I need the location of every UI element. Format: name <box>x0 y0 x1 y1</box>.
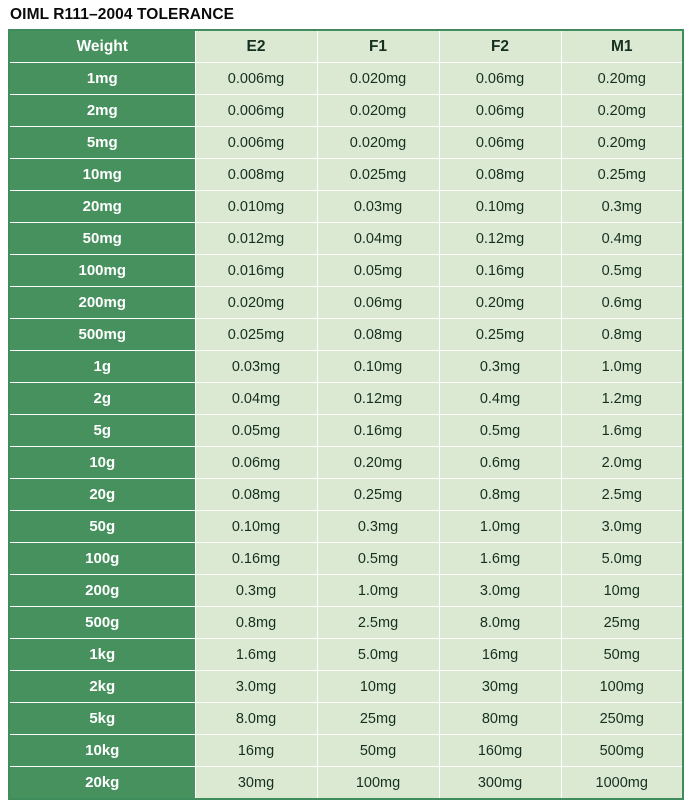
table-row <box>9 511 683 543</box>
table-row <box>9 639 683 671</box>
cell-f2: 1.6mg <box>439 543 561 575</box>
page-title: OIML R111–2004 TOLERANCE <box>10 6 235 23</box>
cell-f2: 0.12mg <box>439 223 561 255</box>
cell-f1: 0.25mg <box>317 479 439 511</box>
cell-f1: 0.20mg <box>317 447 439 479</box>
cell-m1: 0.20mg <box>561 63 683 95</box>
cell-f1: 0.020mg <box>317 95 439 127</box>
row-header-weight: 2kg <box>9 671 195 703</box>
cell-f1: 0.5mg <box>317 543 439 575</box>
row-header-weight: 20kg <box>9 767 195 800</box>
cell-f1: 0.08mg <box>317 319 439 351</box>
cell-f1: 1.0mg <box>317 575 439 607</box>
cell-f1: 0.05mg <box>317 255 439 287</box>
row-header-weight: 5g <box>9 415 195 447</box>
row-header-weight: 10kg <box>9 735 195 767</box>
table-row <box>9 255 683 287</box>
cell-e2: 0.05mg <box>195 415 317 447</box>
cell-e2: 0.006mg <box>195 127 317 159</box>
cell-f2: 1.0mg <box>439 511 561 543</box>
cell-e2: 16mg <box>195 735 317 767</box>
cell-e2: 0.020mg <box>195 287 317 319</box>
cell-m1: 250mg <box>561 703 683 735</box>
table-row <box>9 607 683 639</box>
cell-e2: 0.3mg <box>195 575 317 607</box>
row-header-weight: 50mg <box>9 223 195 255</box>
cell-m1: 0.8mg <box>561 319 683 351</box>
cell-f1: 0.16mg <box>317 415 439 447</box>
cell-m1: 1.6mg <box>561 415 683 447</box>
cell-f2: 30mg <box>439 671 561 703</box>
row-header-weight: 5mg <box>9 127 195 159</box>
cell-m1: 0.20mg <box>561 95 683 127</box>
cell-f2: 0.4mg <box>439 383 561 415</box>
cell-e2: 30mg <box>195 767 317 800</box>
cell-m1: 1.2mg <box>561 383 683 415</box>
row-header-weight: 100mg <box>9 255 195 287</box>
row-header-weight: 100g <box>9 543 195 575</box>
cell-e2: 0.006mg <box>195 63 317 95</box>
table-row <box>9 319 683 351</box>
cell-f1: 100mg <box>317 767 439 800</box>
cell-f2: 0.20mg <box>439 287 561 319</box>
cell-e2: 8.0mg <box>195 703 317 735</box>
column-header-e2: E2 <box>195 30 317 63</box>
cell-f2: 16mg <box>439 639 561 671</box>
cell-m1: 1000mg <box>561 767 683 800</box>
row-header-weight: 10g <box>9 447 195 479</box>
cell-m1: 50mg <box>561 639 683 671</box>
row-header-weight: 200mg <box>9 287 195 319</box>
cell-f1: 0.020mg <box>317 63 439 95</box>
cell-f2: 0.06mg <box>439 127 561 159</box>
cell-m1: 0.6mg <box>561 287 683 319</box>
cell-f1: 0.04mg <box>317 223 439 255</box>
cell-m1: 25mg <box>561 607 683 639</box>
table-row <box>9 95 683 127</box>
row-header-weight: 1g <box>9 351 195 383</box>
cell-m1: 0.4mg <box>561 223 683 255</box>
cell-e2: 0.012mg <box>195 223 317 255</box>
cell-f2: 0.3mg <box>439 351 561 383</box>
cell-f1: 0.025mg <box>317 159 439 191</box>
cell-e2: 0.03mg <box>195 351 317 383</box>
table-row <box>9 575 683 607</box>
table-body <box>9 63 683 800</box>
table-row <box>9 287 683 319</box>
cell-f2: 0.8mg <box>439 479 561 511</box>
cell-f2: 160mg <box>439 735 561 767</box>
cell-f2: 0.6mg <box>439 447 561 479</box>
cell-f2: 80mg <box>439 703 561 735</box>
cell-f1: 5.0mg <box>317 639 439 671</box>
table-row <box>9 127 683 159</box>
cell-f2: 0.5mg <box>439 415 561 447</box>
cell-e2: 0.025mg <box>195 319 317 351</box>
cell-m1: 2.5mg <box>561 479 683 511</box>
table-row <box>9 383 683 415</box>
cell-f2: 3.0mg <box>439 575 561 607</box>
cell-m1: 5.0mg <box>561 543 683 575</box>
column-header-f1: F1 <box>317 30 439 63</box>
table-row <box>9 671 683 703</box>
cell-e2: 0.010mg <box>195 191 317 223</box>
cell-m1: 0.3mg <box>561 191 683 223</box>
cell-e2: 0.04mg <box>195 383 317 415</box>
table-row <box>9 703 683 735</box>
table-row <box>9 735 683 767</box>
cell-m1: 100mg <box>561 671 683 703</box>
cell-e2: 0.006mg <box>195 95 317 127</box>
row-header-weight: 500mg <box>9 319 195 351</box>
cell-f1: 0.020mg <box>317 127 439 159</box>
cell-f2: 0.25mg <box>439 319 561 351</box>
cell-f2: 0.08mg <box>439 159 561 191</box>
cell-e2: 3.0mg <box>195 671 317 703</box>
table-header <box>9 30 683 63</box>
row-header-weight: 1mg <box>9 63 195 95</box>
cell-m1: 500mg <box>561 735 683 767</box>
column-header-f2: F2 <box>439 30 561 63</box>
cell-f1: 0.3mg <box>317 511 439 543</box>
cell-f1: 10mg <box>317 671 439 703</box>
column-header-weight: Weight <box>9 30 195 63</box>
cell-e2: 0.08mg <box>195 479 317 511</box>
cell-f1: 2.5mg <box>317 607 439 639</box>
table-row <box>9 543 683 575</box>
cell-f2: 0.06mg <box>439 95 561 127</box>
cell-f1: 0.12mg <box>317 383 439 415</box>
row-header-weight: 20mg <box>9 191 195 223</box>
table-row <box>9 159 683 191</box>
cell-f2: 300mg <box>439 767 561 800</box>
cell-m1: 0.25mg <box>561 159 683 191</box>
cell-f2: 0.10mg <box>439 191 561 223</box>
row-header-weight: 20g <box>9 479 195 511</box>
cell-e2: 1.6mg <box>195 639 317 671</box>
cell-f2: 0.16mg <box>439 255 561 287</box>
row-header-weight: 5kg <box>9 703 195 735</box>
cell-e2: 0.8mg <box>195 607 317 639</box>
row-header-weight: 500g <box>9 607 195 639</box>
table-header-row <box>9 30 683 63</box>
row-header-weight: 10mg <box>9 159 195 191</box>
row-header-weight: 50g <box>9 511 195 543</box>
cell-m1: 10mg <box>561 575 683 607</box>
cell-m1: 0.20mg <box>561 127 683 159</box>
cell-f1: 0.03mg <box>317 191 439 223</box>
row-header-weight: 2g <box>9 383 195 415</box>
cell-e2: 0.008mg <box>195 159 317 191</box>
table-row <box>9 479 683 511</box>
cell-e2: 0.06mg <box>195 447 317 479</box>
cell-f2: 0.06mg <box>439 63 561 95</box>
table-row <box>9 191 683 223</box>
cell-f1: 0.06mg <box>317 287 439 319</box>
cell-e2: 0.10mg <box>195 511 317 543</box>
cell-m1: 0.5mg <box>561 255 683 287</box>
cell-f1: 0.10mg <box>317 351 439 383</box>
cell-m1: 2.0mg <box>561 447 683 479</box>
table-row <box>9 767 683 800</box>
row-header-weight: 1kg <box>9 639 195 671</box>
cell-m1: 3.0mg <box>561 511 683 543</box>
cell-e2: 0.016mg <box>195 255 317 287</box>
cell-f1: 25mg <box>317 703 439 735</box>
table-row <box>9 415 683 447</box>
table-row <box>9 63 683 95</box>
table-row <box>9 447 683 479</box>
table-row <box>9 223 683 255</box>
tolerance-table <box>8 29 684 800</box>
table-row <box>9 351 683 383</box>
cell-f2: 8.0mg <box>439 607 561 639</box>
cell-m1: 1.0mg <box>561 351 683 383</box>
row-header-weight: 200g <box>9 575 195 607</box>
column-header-m1: M1 <box>561 30 683 63</box>
cell-f1: 50mg <box>317 735 439 767</box>
cell-e2: 0.16mg <box>195 543 317 575</box>
row-header-weight: 2mg <box>9 95 195 127</box>
